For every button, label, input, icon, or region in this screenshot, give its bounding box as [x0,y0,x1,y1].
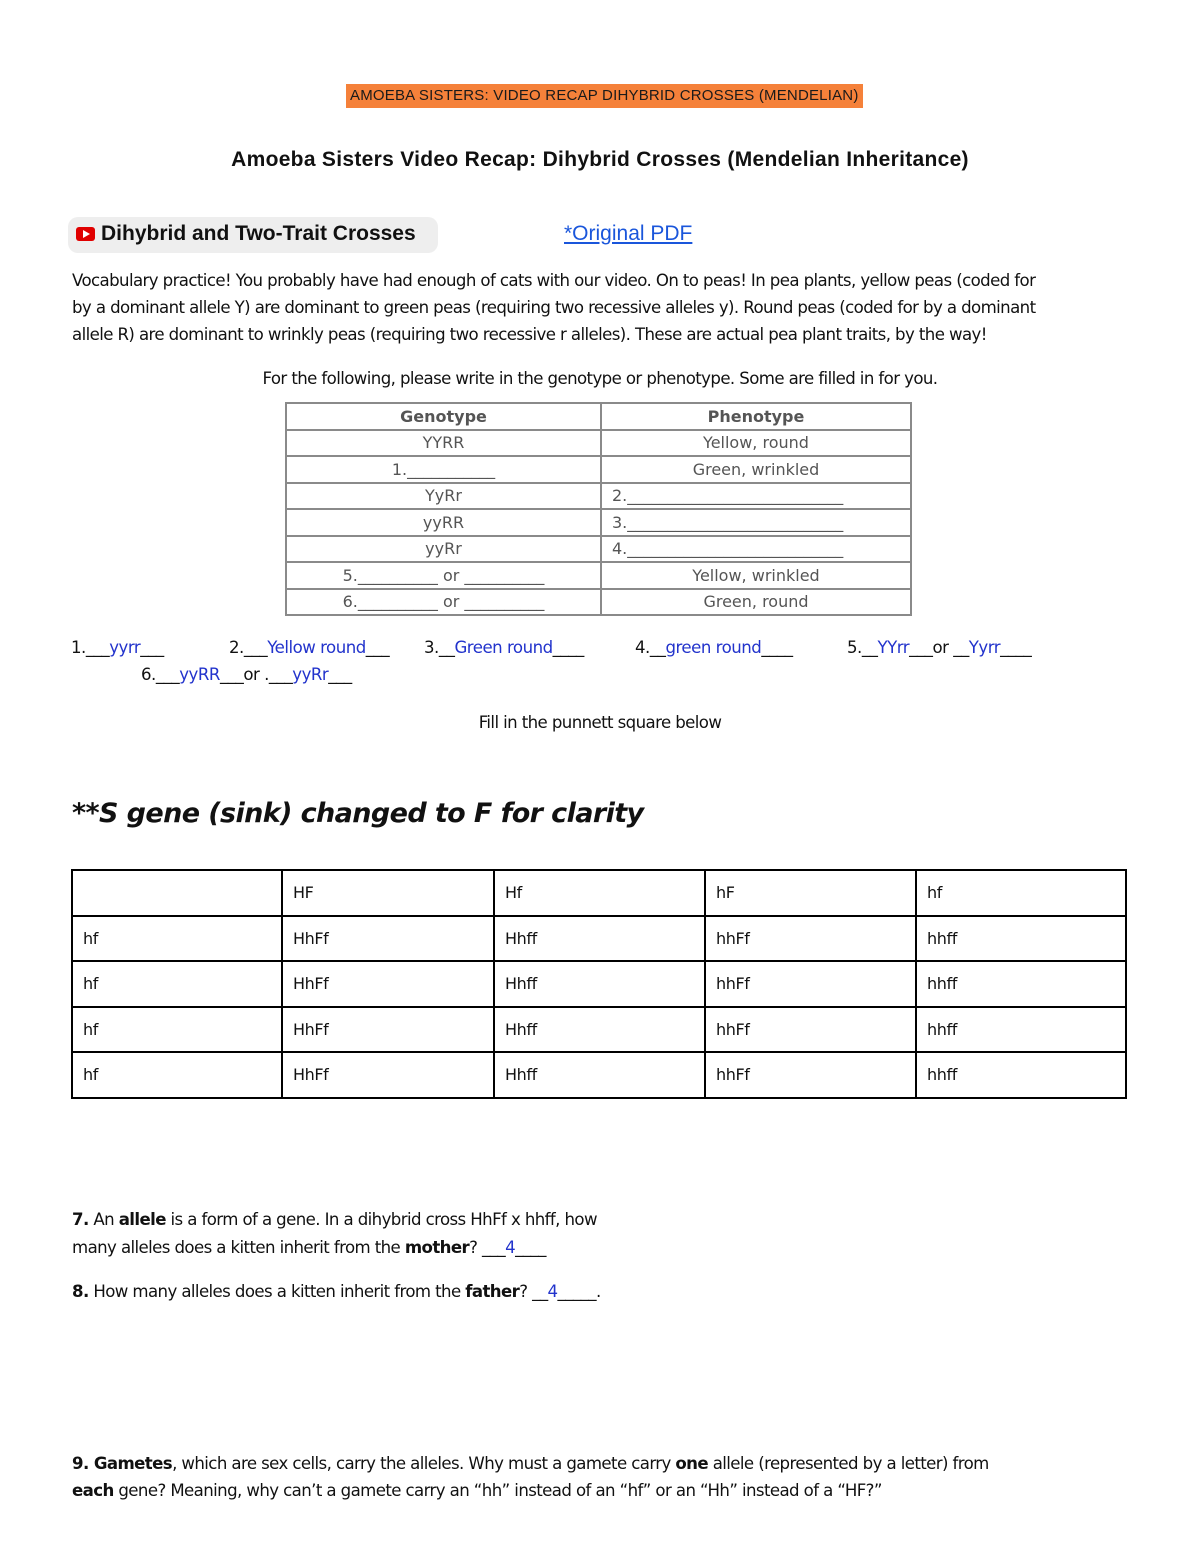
answer-4-value[interactable]: green round [665,638,762,657]
intro-line-2: by a dominant allele Y) are dominant to green peas (requiring two recessive alleles y). Round peas (coded for by a dominant [72,298,1036,317]
punnett-cell[interactable]: hhff [916,916,1126,962]
genotype-cell[interactable]: 1.___________ [286,456,601,483]
question-7-line-1: 7. An allele is a form of a gene. In a dihybrid cross HhFf x hhff, how [72,1210,597,1229]
punnett-cell[interactable]: HhFf [282,1052,494,1098]
answer-6: 6.___yyRR___or .___yyRr___ [141,665,352,684]
original-pdf-link[interactable]: *Original PDF [564,222,693,245]
punnett-square [71,869,1127,1099]
phenotype-header: Phenotype [601,403,911,430]
punnett-cell[interactable]: HhFf [282,1007,494,1053]
youtube-icon[interactable] [76,227,95,241]
question-7-line-2: many alleles does a kitten inherit from the mother? ___4____ [72,1238,546,1257]
punnett-gamete-header: hF [705,870,916,916]
punnett-row [72,1007,1126,1053]
answer-2-value[interactable]: Yellow round [267,638,366,657]
punnett-cell[interactable]: hhFf [705,1007,916,1053]
question-8-answer[interactable]: 4 [547,1282,558,1301]
punnett-cell[interactable]: hhff [916,961,1126,1007]
answer-3-value[interactable]: Green round [454,638,553,657]
punnett-gamete-label: hf [72,961,282,1007]
answer-4: 4.__green round____ [635,638,793,657]
punnett-cell[interactable]: HhFf [282,916,494,962]
punnett-cell[interactable]: Hhff [494,1052,705,1098]
punnett-header-row [72,870,1126,916]
table-row [286,456,911,483]
question-9-line-2: each gene? Meaning, why can’t a gamete carry an “hh” instead of an “hf” or an “Hh” instead of a “HF?” [72,1481,882,1500]
phenotype-cell[interactable]: 4.___________________________ [601,536,911,563]
question-9-line-1: 9. Gametes, which are sex cells, carry the alleles. Why must a gamete carry one allele (represented by a letter) from [72,1454,989,1473]
answer-2: 2.___Yellow round___ [229,638,390,657]
question-8: 8. How many alleles does a kitten inherit from the father? __4_____. [72,1282,601,1301]
table-row [286,536,911,563]
genotype-cell: YYRR [286,430,601,457]
punnett-cell[interactable]: Hhff [494,916,705,962]
punnett-row [72,961,1126,1007]
question-7-answer[interactable]: 4 [505,1238,516,1257]
table-row [286,483,911,510]
phenotype-cell: Yellow, round [601,430,911,457]
punnett-gamete-header: Hf [494,870,705,916]
answer-3: 3.__Green round____ [424,638,584,657]
punnett-row [72,916,1126,962]
punnett-gamete-label: hf [72,1007,282,1053]
answer-1: 1.___yyrr___ [71,638,164,657]
punnett-row [72,1052,1126,1098]
table-row [286,430,911,457]
punnett-gamete-label: hf [72,916,282,962]
genotype-cell[interactable]: 5.__________ or __________ [286,562,601,589]
intro-line-1: Vocabulary practice! You probably have had enough of cats with our video. On to peas! In pea plants, yellow peas (coded for [72,271,1036,290]
answer-6a-value[interactable]: yyRR [179,665,220,684]
table-row [286,562,911,589]
document-title: Amoeba Sisters Video Recap: Dihybrid Crosses (Mendelian Inheritance) [231,148,969,171]
phenotype-cell[interactable]: 2.___________________________ [601,483,911,510]
punnett-cell[interactable]: hhFf [705,961,916,1007]
video-title-link[interactable]: Dihybrid and Two-Trait Crosses [101,222,416,245]
punnett-instruction: Fill in the punnett square below [478,713,722,732]
punnett-cell[interactable]: Hhff [494,1007,705,1053]
phenotype-cell: Green, wrinkled [601,456,911,483]
genotype-cell: yyRr [286,536,601,563]
punnett-cell[interactable]: HhFf [282,961,494,1007]
answer-6b-value[interactable]: yyRr [292,665,329,684]
header-banner: AMOEBA SISTERS: VIDEO RECAP DIHYBRID CROSSES (MENDELIAN) [346,84,863,108]
table-instruction: For the following, please write in the genotype or phenotype. Some are filled in for you. [262,369,938,388]
punnett-gamete-label: hf [72,1052,282,1098]
punnett-cell[interactable]: Hhff [494,961,705,1007]
genotype-cell[interactable]: 6.__________ or __________ [286,589,601,616]
punnett-cell[interactable]: hhFf [705,1052,916,1098]
phenotype-cell: Yellow, wrinkled [601,562,911,589]
table-row [286,509,911,536]
punnett-cell[interactable]: hhFf [705,916,916,962]
intro-line-3: allele R) are dominant to wrinkly peas (requiring two recessive r alleles). These are actual pea plant traits, by the way! [72,325,987,344]
punnett-gamete-header: hf [916,870,1126,916]
genotype-header: Genotype [286,403,601,430]
answer-5: 5.__YYrr___or __Yyrr____ [847,638,1032,657]
table-header-row [286,403,911,430]
genotype-cell: yyRR [286,509,601,536]
answer-5a-value[interactable]: YYrr [877,638,910,657]
phenotype-cell: Green, round [601,589,911,616]
punnett-corner-cell [72,870,282,916]
table-row [286,589,911,616]
punnett-cell[interactable]: hhff [916,1052,1126,1098]
punnett-gamete-header: HF [282,870,494,916]
answer-1-value[interactable]: yyrr [109,638,141,657]
punnett-cell[interactable]: hhff [916,1007,1126,1053]
answer-5b-value[interactable]: Yyrr [968,638,1001,657]
genotype-phenotype-table [285,402,912,616]
genotype-cell: YyRr [286,483,601,510]
phenotype-cell[interactable]: 3.___________________________ [601,509,911,536]
section-heading: **S gene (sink) changed to F for clarity [72,798,644,829]
